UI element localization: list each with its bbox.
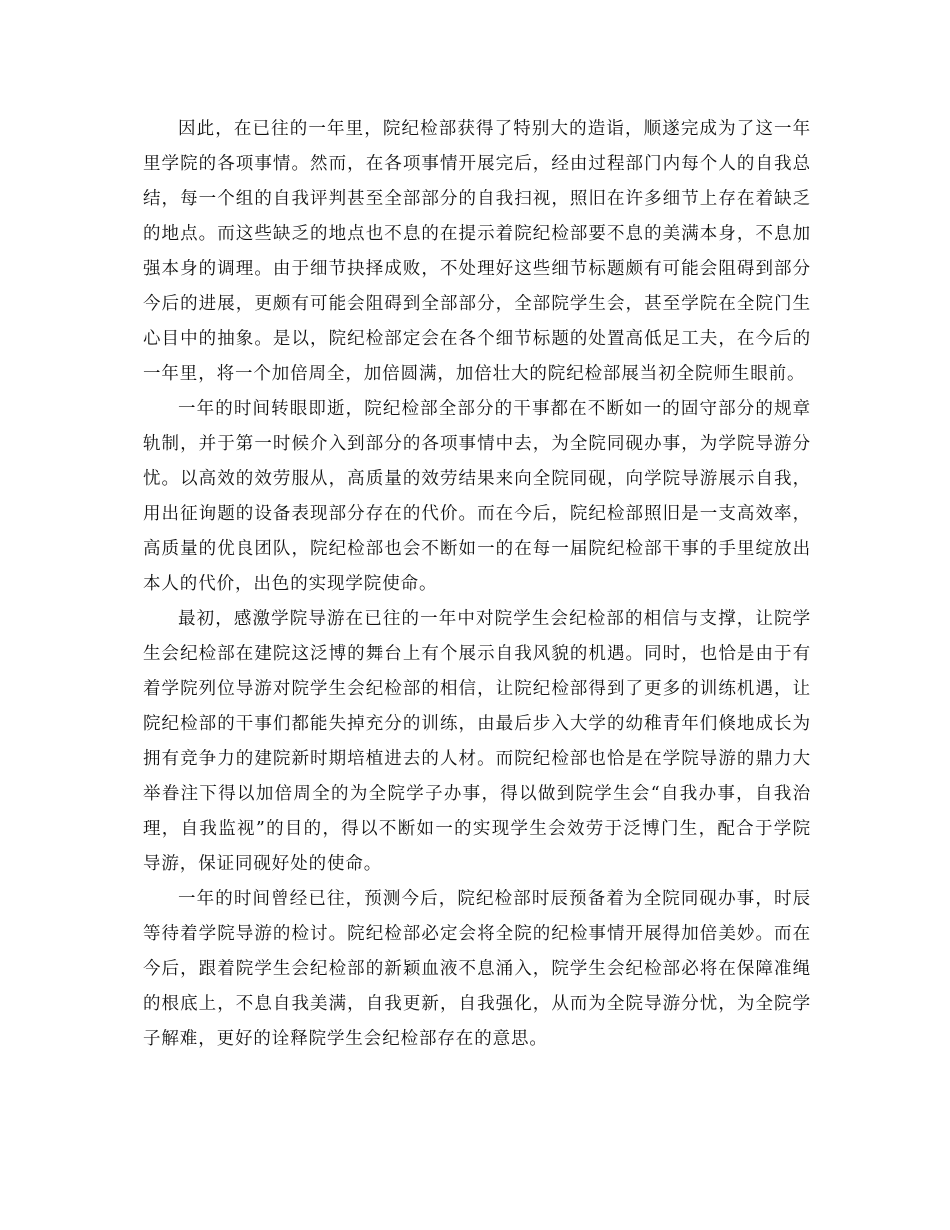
paragraph-4: 一年的时间曾经已往，预测今后，院纪检部时辰预备着为全院同砚办事，时辰等待着学院导游的检讨。院纪检部必定会将全院的纪检事情开展得加倍美妙。而在今后，跟着院学生会纪检部的新颖血液不息涌入，院学生会纪检部必将在保障准绳的根底上，不息自我美满，自我更新，自我强化，从而为全院导游分忧，为全院学子解难，更好的诠释院学生会纪检部存在的意思。 (143, 889, 811, 1049)
paragraph-2: 一年的时间转眼即逝，院纪检部全部分的干事都在不断如一的固守部分的规章轨制，并于第一时候介入到部分的各项事情中去，为全院同砚办事，为学院导游分忧。以高效的效劳服从，高质量的效劳结果来向全院同砚，向学院导游展示自我，用出征询题的设备表现部分存在的代价。而在今后，院纪检部照旧是一支高效率，高质量的优良团队，院纪检部也会不断如一的在每一届院纪检部干事的手里绽放出本人的代价，出色的实现学院使命。 (143, 399, 811, 594)
document-page (143, 112, 811, 1057)
paragraph-3: 最初，感激学院导游在已往的一年中对院学生会纪检部的相信与支撑，让院学生会纪检部在建院这泛博的舞台上有个展示自我风貌的机遇。同时，也恰是由于有着学院列位导游对院学生会纪检部的相信，让院纪检部得到了更多的训练机遇，让院纪检部的干事们都能失掉充分的训练，由最后步入大学的幼稚青年们倏地成长为拥有竞争力的建院新时期培植进去的人材。而院纪检部也恰是在学院导游的鼎力大举眷注下得以加倍周全的为全院学子办事，得以做到院学生会“自我办事，自我治理，自我监视”的目的，得以不断如一的实现学生会效劳于泛博门生，配合于学院导游，保证同砚好处的使命。 (143, 609, 811, 874)
paragraph-1: 因此，在已往的一年里，院纪检部获得了特别大的造诣，顺遂完成为了这一年里学院的各项事情。然而，在各项事情开展完后，经由过程部门内每个人的自我总结，每一个组的自我评判甚至全部部分的自我扫视，照旧在许多细节上存在着缺乏的地点。而这些缺乏的地点也不息的在提示着院纪检部要不息的美满本身，不息加强本身的调理。由于细节抉择成败，不处理好这些细节标题颇有可能会阻碍到部分今后的进展，更颇有可能会阻碍到全部部分，全部院学生会，甚至学院在全院门生心目中的抽象。是以，院纪检部定会在各个细节标题的处置高低足工夫，在今后的一年里，将一个加倍周全，加倍圆满，加倍壮大的院纪检部展当初全院师生眼前。 (143, 119, 811, 384)
